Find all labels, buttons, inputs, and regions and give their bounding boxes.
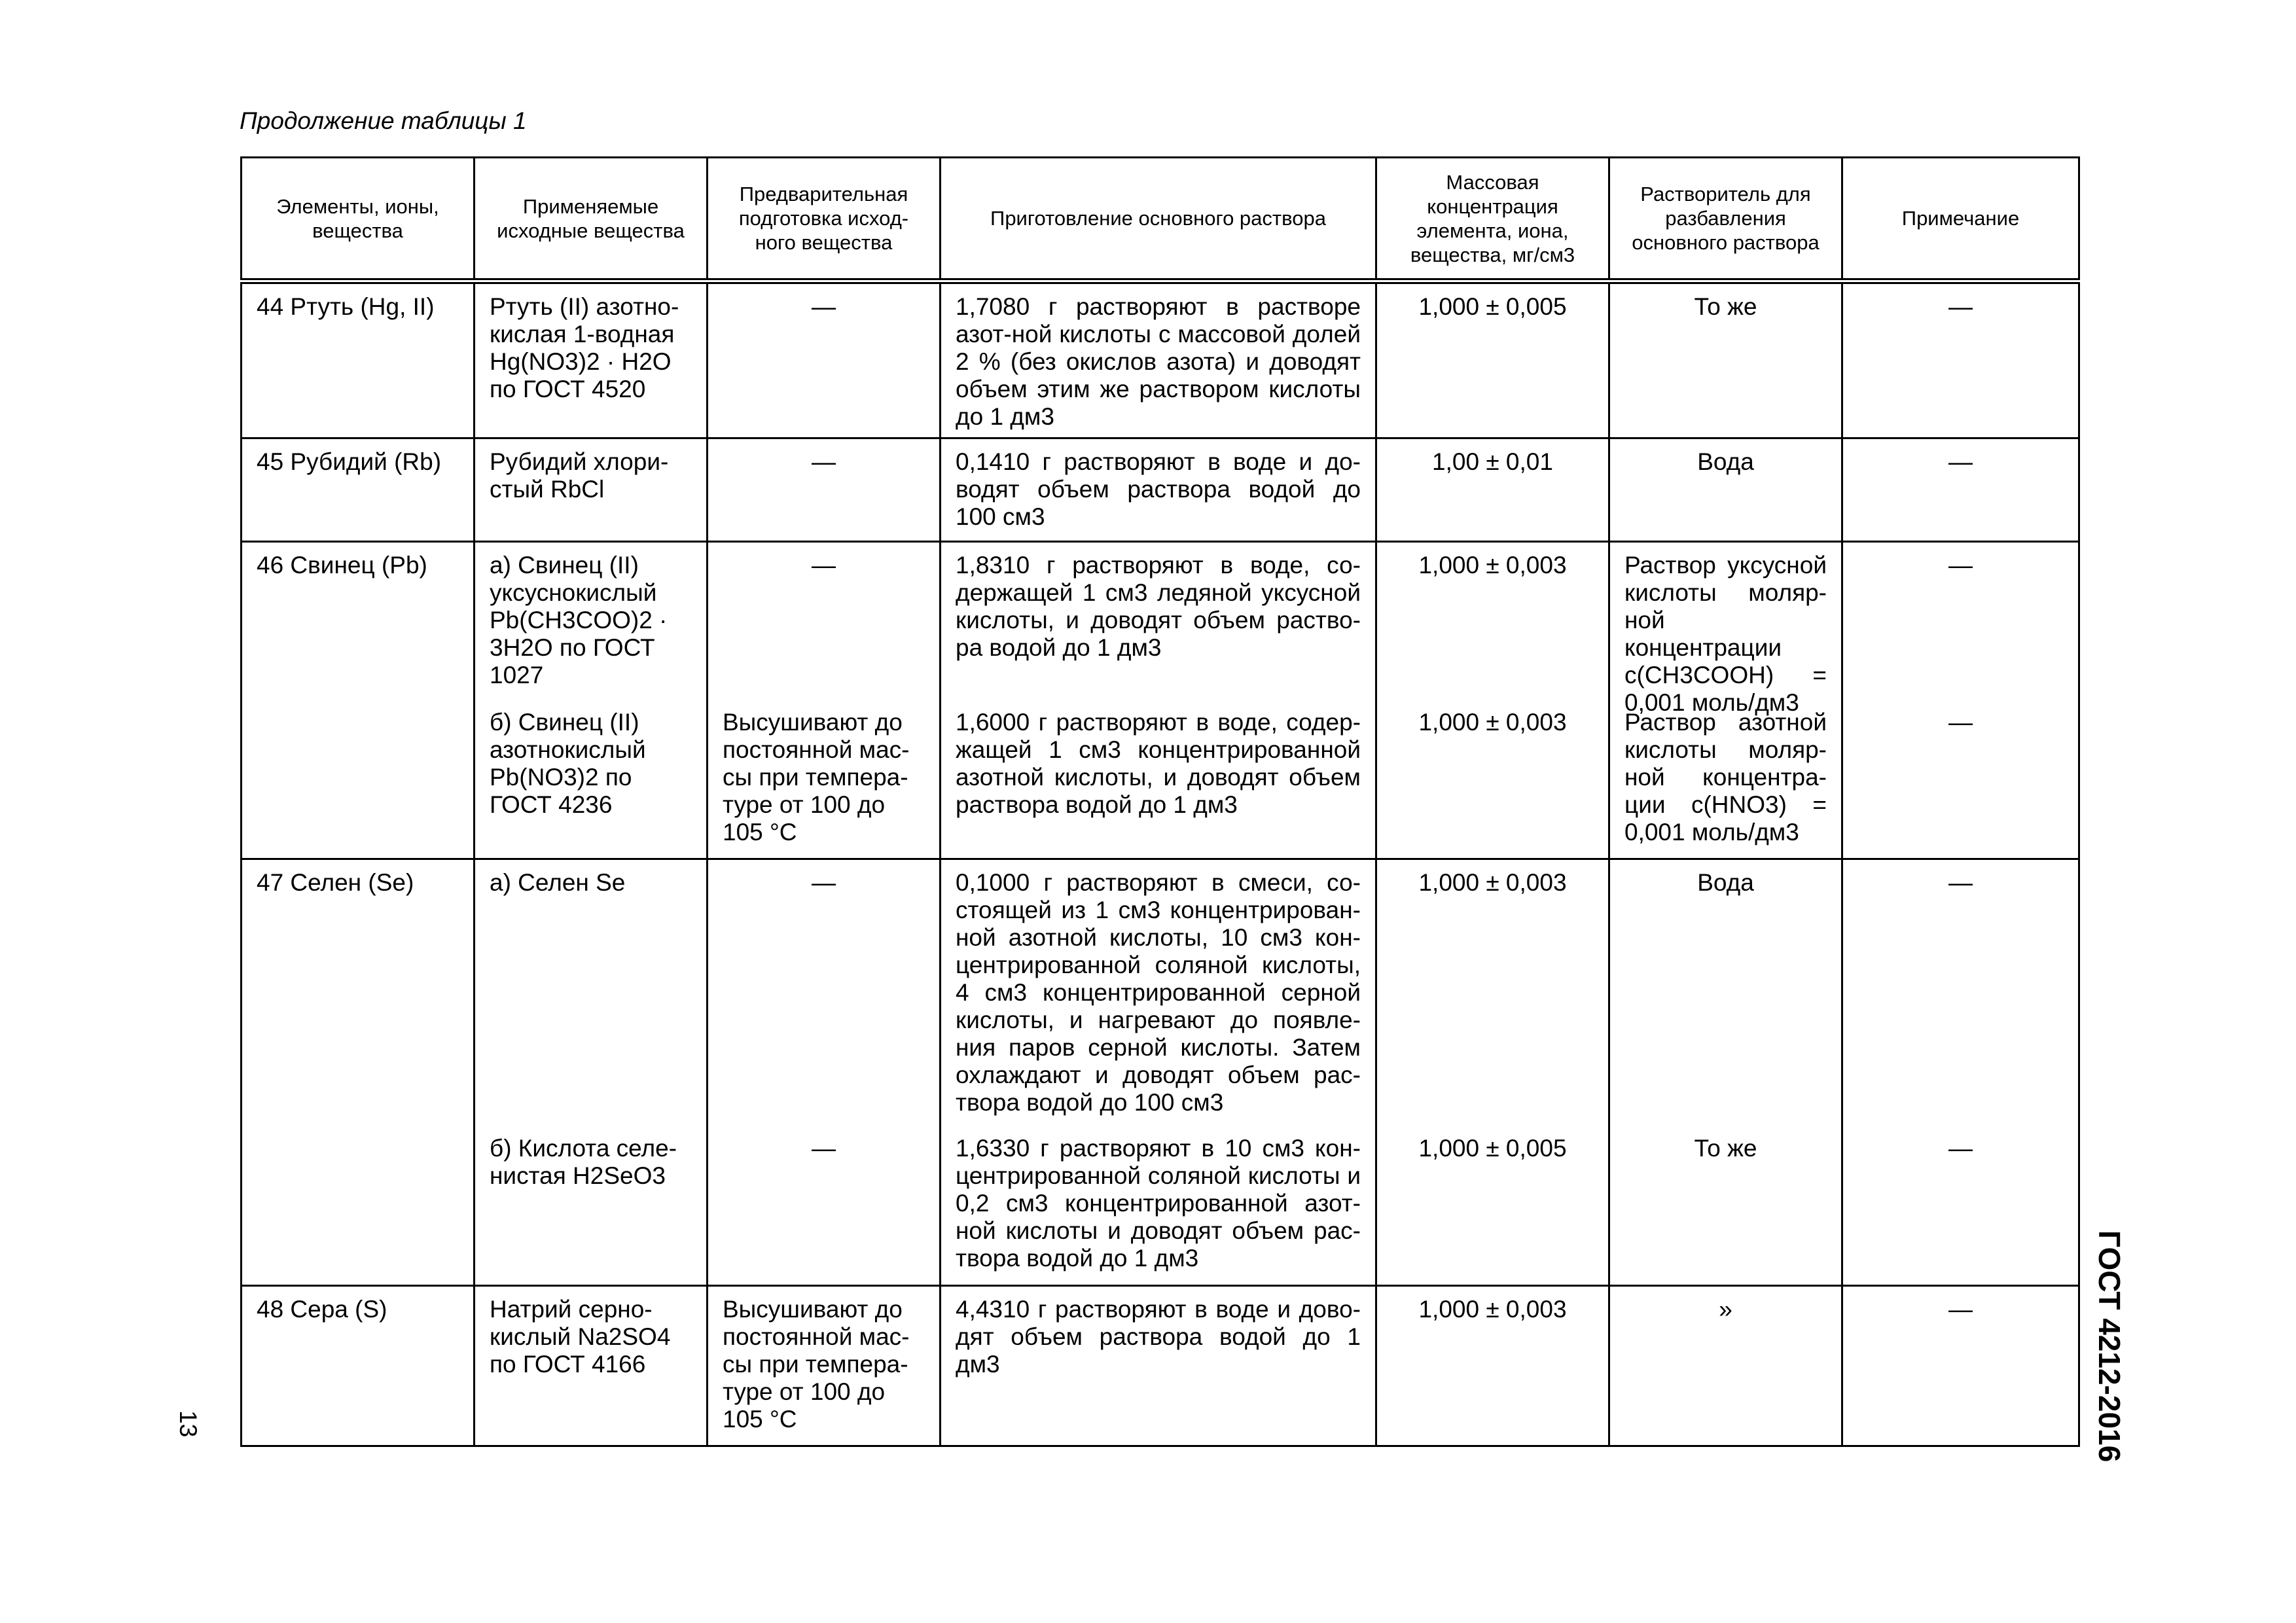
entry-a: 1,000 ± 0,003 [1418, 552, 1567, 579]
cell-concentration: 1,000 ± 0,005 [1376, 281, 1609, 438]
cell-solution [941, 542, 1376, 859]
cell-source [475, 542, 708, 859]
header-row [242, 158, 2079, 281]
entry-b: б) Свинец (II) азотнокислый Pb(NO3)2 по ГОСТ 4236 [490, 709, 646, 818]
cell-note: — [1842, 281, 2079, 438]
cell-source [475, 859, 708, 1286]
header-prep: Предварительная подготовка исход-ного вещества [708, 158, 941, 281]
cell-solvent: » [1609, 1286, 1842, 1446]
entry-b: Высушивают до постоянной мас-сы при темпера-туре от 100 до 105 °С [723, 709, 910, 846]
header-note: Примечание [1842, 158, 2079, 281]
entry-b: 1,6330 г растворяют в 10 см3 кон-центрированной соляной кислоты и 0,2 см3 концентрированной азот-ной кислоты и доводят объем рас-твора водой до 1 дм3 [956, 1135, 1361, 1272]
cell-solution [941, 859, 1376, 1286]
table-row [242, 281, 2079, 438]
entry-a: 0,1000 г растворяют в смеси, со-стоящей из 1 см3 концентрирован-ной азотной кислоты, 10 см3 кон-центрированной соляной кислоты, 4 см3 концентрированной серной кислоты, и нагревают до появле-ния паров серной кислоты. Затем охлаждают и доводят объем рас-твора водой до 100 см3 [956, 869, 1361, 1116]
table-caption: Продолжение таблицы 1 [240, 107, 527, 134]
entry-b: — [812, 1135, 836, 1162]
standard-title: ГОСТ 4212-2016 [2092, 1230, 2126, 1463]
cell-note: — [1842, 1286, 2079, 1446]
header-source: Применяемые исходные вещества [475, 158, 708, 281]
cell-prep [708, 542, 941, 859]
cell-solvent: То же [1609, 281, 1842, 438]
entry-a: Раствор уксусной кислоты моляр-ной концентрации c(CH3COOH) = 0,001 моль/дм3 [1624, 552, 1827, 716]
cell-prep: Высушивают до постоянной мас-сы при темпера-туре от 100 до 105 °С [708, 1286, 941, 1446]
cell-concentration [1376, 542, 1609, 859]
entry-a: — [812, 869, 836, 896]
entry-a: 1,000 ± 0,003 [1418, 869, 1567, 896]
entry-a: — [1948, 552, 1973, 579]
entry-a: а) Свинец (II) уксуснокислый Pb(CH3COO)2 · 3H2O по ГОСТ 1027 [490, 552, 668, 688]
cell-concentration [1376, 859, 1609, 1286]
cell-element: 44 Ртуть (Hg, II) [242, 281, 475, 438]
entry-b: б) Кислота селе-нистая H2SeO3 [490, 1135, 677, 1189]
entry-a: 1,8310 г растворяют в воде, со-держащей 1 см3 ледяной уксусной кислоты, и доводят объем раство-ра водой до 1 дм3 [956, 552, 1361, 661]
entry-b: — [1948, 1135, 1973, 1162]
cell-note: — [1842, 438, 2079, 542]
entry-a: — [1948, 869, 1973, 896]
entry-a: Вода [1697, 869, 1754, 896]
cell-solvent: Вода [1609, 438, 1842, 542]
cell-concentration: 1,00 ± 0,01 [1376, 438, 1609, 542]
cell-prep: — [708, 438, 941, 542]
table-row [242, 542, 2079, 859]
cell-element: 46 Свинец (Pb) [242, 542, 475, 859]
reagent-table [240, 156, 2080, 1447]
entry-b: 1,6000 г растворяют в воде, содер-жащей 1 см3 концентрированной азотной кислоты, и доводят объем раствора водой до 1 дм3 [956, 709, 1361, 818]
cell-source: Ртуть (II) азотно-кислая 1-водная Hg(NO3)2 · H2O по ГОСТ 4520 [475, 281, 708, 438]
entry-b: 1,000 ± 0,003 [1418, 709, 1567, 736]
entry-a: — [812, 552, 836, 579]
header-element: Элементы, ионы, вещества [242, 158, 475, 281]
header-solution: Приготовление основного раствора [941, 158, 1376, 281]
cell-note [1842, 542, 2079, 859]
table-row [242, 859, 2079, 1286]
cell-prep: — [708, 281, 941, 438]
cell-source: Натрий серно-кислый Na2SO4 по ГОСТ 4166 [475, 1286, 708, 1446]
table-row [242, 1286, 2079, 1446]
cell-solution: 4,4310 г растворяют в воде и дово-дят объем раствора водой до 1 дм3 [941, 1286, 1376, 1446]
table-row [242, 438, 2079, 542]
cell-solution: 1,7080 г растворяют в растворе азот-ной кислоты с массовой долей 2 % (без окислов азота) и доводят объем этим же раствором кислоты до 1 дм3 [941, 281, 1376, 438]
entry-a: а) Селен Se [490, 869, 626, 896]
cell-concentration: 1,000 ± 0,003 [1376, 1286, 1609, 1446]
entry-b: — [1948, 709, 1973, 736]
cell-note [1842, 859, 2079, 1286]
page-number: 13 [175, 1410, 202, 1438]
cell-element: 47 Селен (Se) [242, 859, 475, 1286]
cell-solution: 0,1410 г растворяют в воде и до-водят объем раствора водой до 100 см3 [941, 438, 1376, 542]
header-solvent: Растворитель для разбавления основного раствора [1609, 158, 1842, 281]
header-concentration: Массовая концентрация элемента, иона, вещества, мг/см3 [1376, 158, 1609, 281]
cell-element: 48 Сера (S) [242, 1286, 475, 1446]
cell-prep [708, 859, 941, 1286]
entry-b: То же [1694, 1135, 1757, 1162]
cell-solvent [1609, 859, 1842, 1286]
entry-b: 1,000 ± 0,005 [1418, 1135, 1567, 1162]
cell-element: 45 Рубидий (Rb) [242, 438, 475, 542]
entry-b: Раствор азотной кислоты моляр-ной концентра-ции c(HNO3) = 0,001 моль/дм3 [1624, 709, 1827, 846]
cell-solvent [1609, 542, 1842, 859]
cell-source: Рубидий хлори-стый RbCl [475, 438, 708, 542]
